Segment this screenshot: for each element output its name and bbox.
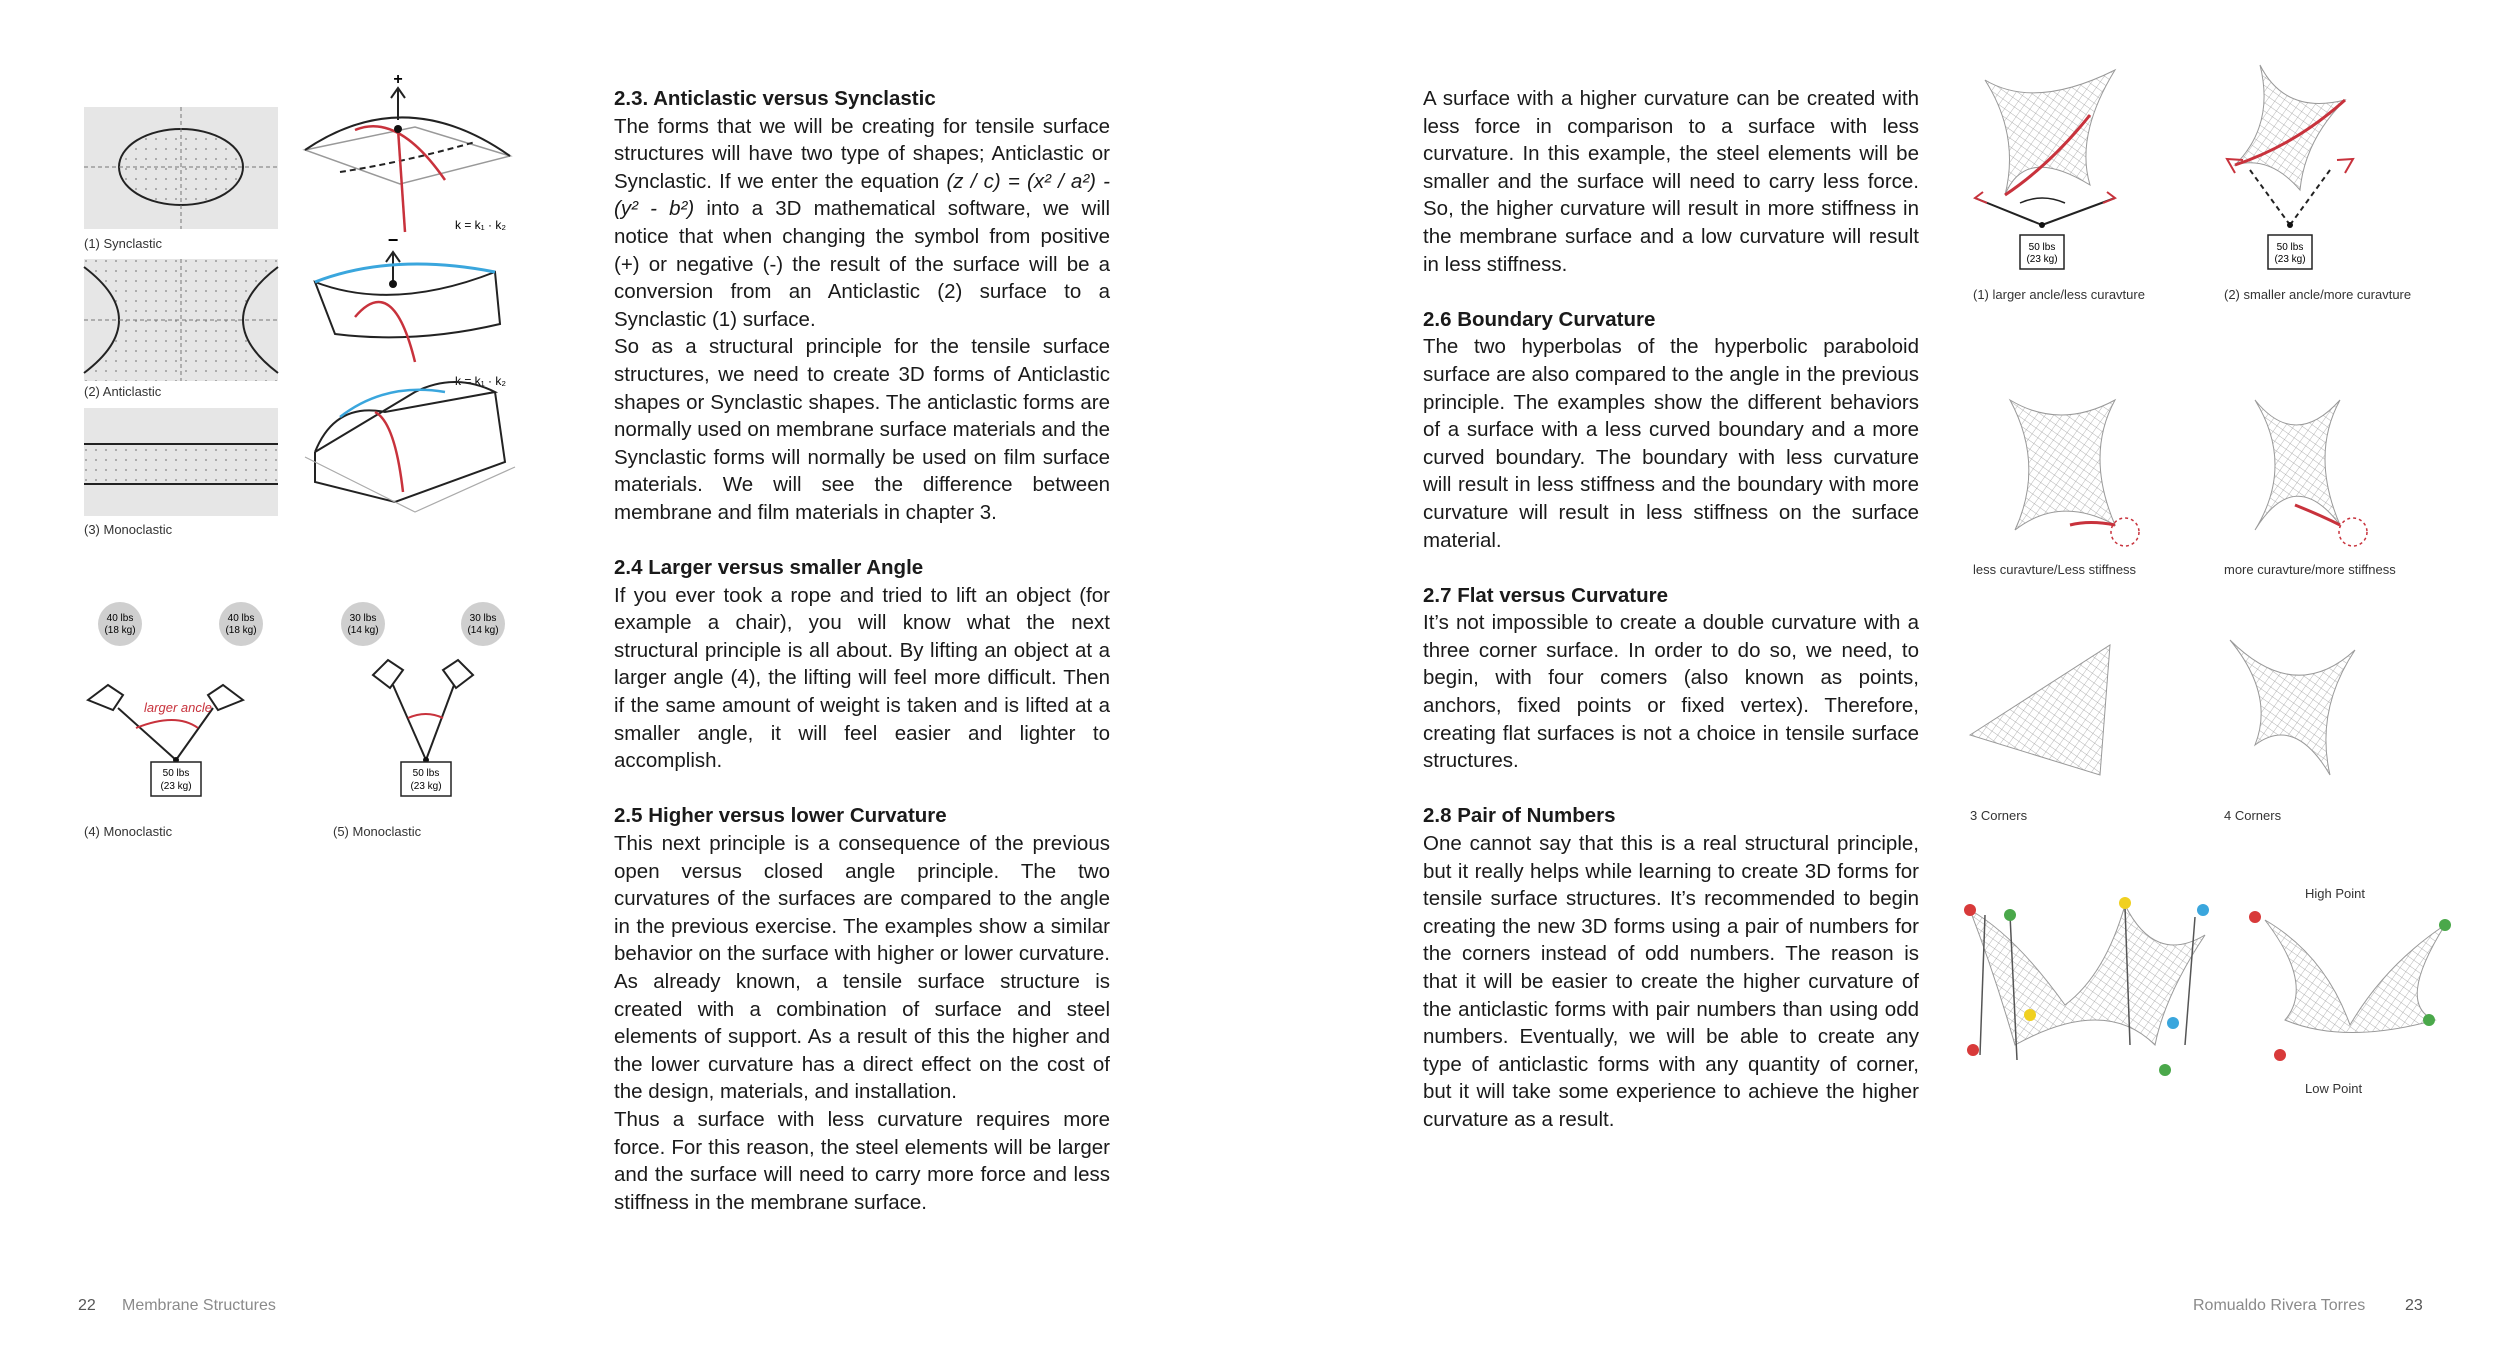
caption-curvature-1: (1) larger ancle/less curavture (1973, 287, 2145, 302)
load-b: 50 lbs (412, 768, 440, 779)
load-b-kg: (23 kg) (410, 781, 442, 792)
caption-4-corners: 4 Corners (2224, 808, 2282, 823)
caption-synclastic: (1) Synclastic (84, 236, 163, 251)
equation: (z / c) = (x² / a²) - (y² - b²) (614, 169, 1110, 221)
weight-b1: 30 lbs (349, 613, 377, 624)
boundary-curvature-figure (1965, 395, 2485, 555)
synclastic-diagram (84, 107, 278, 229)
intro-paragraph: A surface with a higher curvature can be created with less force in comparison to a surface with less curvature. In this example, the steel elements will be smaller and the surface will need to carry less force. So, the higher curvature will result in more stiffness in the membrane surface and a low curvature will result in less stiffness. (1423, 87, 1919, 276)
caption-4: (4) Monoclastic (84, 824, 173, 839)
section-2-5-paragraph-2: Thus a surface with less curvature requires more force. For this reason, the steel elements will be larger and the surface will need to carry more force and less stiffness in the membrane surface. (614, 1107, 1110, 1214)
section-2-6-paragraph: The two hyperbolas of the hyperbolic paraboloid surface are also compared to the angle in the previous principle. The examples show the different behaviors of a surface with a less curved boundary and a more curved boundary. The boundary with less curvature will result in less stiffness and the boundary with more curvature will result in less stiffness on the surface material. (1423, 335, 1919, 552)
caption-more-stiffness: more curavture/more stiffness (2224, 562, 2396, 577)
surface-sketches (295, 72, 525, 522)
caption-monoclastic: (3) Monoclastic (84, 522, 173, 537)
section-2-8-paragraph: One cannot say that this is a real structural principle, but it really helps while learning to create 3D forms for tensile surface structures. It’s recommended to begin creating the new 3D forms using a pair of numbers for the corners instead of odd numbers. The reason is that it will be easier to create the higher curvature of the anticlastic forms with pair numbers than using odd numbers. Eventually, we will be able to create any type of anticlastic forms with any quantity of corner, but it will take some experience to achieve the higher curvature as a result. (1423, 832, 1919, 1131)
section-2-8-heading: 2.8 Pair of Numbers (1423, 804, 1616, 828)
curvature-comparison-figure (1965, 55, 2485, 295)
section-2-4-paragraph: If you ever took a rope and tried to lift an object (for example a chair), you will know what the next structural principle is all about. By lifting an object at a larger angle (4), the lifting will feel more difficult. Then if the same amount of weight is taken and is lifted at a smaller angle, it will feel easier and lighter to accomplish. (614, 583, 1110, 773)
section-2-7-heading: 2.7 Flat versus Curvature (1423, 583, 1668, 607)
right-running-author: Romualdo Rivera Torres (2193, 1297, 2366, 1314)
high-point-label: High Point (2305, 886, 2365, 901)
caption-3-corners: 3 Corners (1970, 808, 2028, 823)
caption-less-stiffness: less curavture/Less stiffness (1973, 562, 2137, 577)
weight-b1-kg: (14 kg) (347, 625, 379, 636)
weight-left-kg: (23 kg) (2026, 254, 2058, 265)
weight-b2: 30 lbs (469, 613, 497, 624)
right-text-column (1423, 85, 1919, 1134)
pair-of-numbers-figure (1955, 895, 2475, 1095)
strip-figure (84, 408, 278, 516)
left-page-number: 22 (78, 1297, 96, 1314)
monoclastic-diagram (84, 408, 278, 516)
weight-a2-kg: (18 kg) (225, 625, 257, 636)
section-2-4-heading: 2.4 Larger versus smaller Angle (614, 556, 924, 580)
weight-left: 50 lbs (2028, 242, 2056, 253)
section-2-5-paragraph-1: This next principle is a consequence of the previous open versus closed angle principle. The two curvatures of the surfaces are compared to the angle in the previous exercise. The examples show a similar behavior on the surface with higher or lower curvature. As already known, a tensile surface structure is created with a combination of surface and steel elements of support. As a result of this the higher and the lower curvature has a direct effect on the cost of the design, materials, and installation. (614, 832, 1110, 1104)
weight-b2-kg: (14 kg) (467, 625, 499, 636)
weight-a1: 40 lbs (106, 613, 134, 624)
section-2-3-paragraph-2: So as a structural principle for the tensile surface structures, we need to create 3D forms of Anticlastic shapes or Synclastic shapes. The anticlastic forms are normally used on membrane surface materials and the Synclastic forms will normally be used on film surface materials. We will see the difference between membrane and film materials in chapter 3. (614, 335, 1110, 524)
section-2-3-paragraph-1: The forms that we will be creating for tensile surface structures will have two type of shapes; Anticlastic or Synclastic. If we enter the equation (z / c) = (x² / a²) - (y² - b²) into a 3D mathematical software, we will notice that when changing the symbol from positive (+) or negative (-) the result of the surface will be a conversion from an Anticlastic (2) surface to a Synclastic (1) surface. (614, 114, 1110, 331)
left-running-title: Membrane Structures (122, 1297, 276, 1314)
weight-right-kg: (23 kg) (2274, 254, 2306, 265)
caption-anticlastic: (2) Anticlastic (84, 384, 162, 399)
angle-lifting-diagram (78, 600, 528, 800)
low-point-label: Low Point (2305, 1081, 2363, 1096)
weight-right: 50 lbs (2276, 242, 2304, 253)
weight-a1-kg: (18 kg) (104, 625, 136, 636)
section-2-3-heading: 2.3. Anticlastic versus Synclastic (614, 87, 936, 110)
larger-angle-label: larger ancle (144, 700, 212, 715)
minus-sign: − (387, 230, 399, 250)
k-formula-1: k = k₁ · k₂ (455, 218, 507, 232)
section-2-6-heading: 2.6 Boundary Curvature (1423, 307, 1656, 331)
load-a-kg: (23 kg) (160, 781, 192, 792)
anticlastic-diagram (84, 259, 278, 381)
plus-sign: + (393, 71, 403, 88)
caption-curvature-2: (2) smaller ancle/more curavture (2224, 287, 2412, 302)
right-page-number: 23 (2405, 1297, 2423, 1314)
k-formula-2: k = k₁ · k₂ (455, 374, 507, 388)
section-2-5-heading: 2.5 Higher versus lower Curvature (614, 804, 947, 828)
left-text-column (614, 85, 1110, 1216)
section-2-7-paragraph: It’s not impossible to create a double curvature with a three corner surface. In order to do so, we need, to begin, with four comers (also known as points, anchors, fixed points or fixed vertex). Therefore, creating flat surfaces is not a choice in tensile surface structures. (1423, 611, 1919, 773)
corners-figure (1965, 635, 2485, 795)
hyperbola-figure (84, 259, 278, 381)
load-a: 50 lbs (162, 768, 190, 779)
weight-a2: 40 lbs (227, 613, 255, 624)
ellipse-figure (84, 107, 278, 229)
caption-5: (5) Monoclastic (333, 824, 422, 839)
